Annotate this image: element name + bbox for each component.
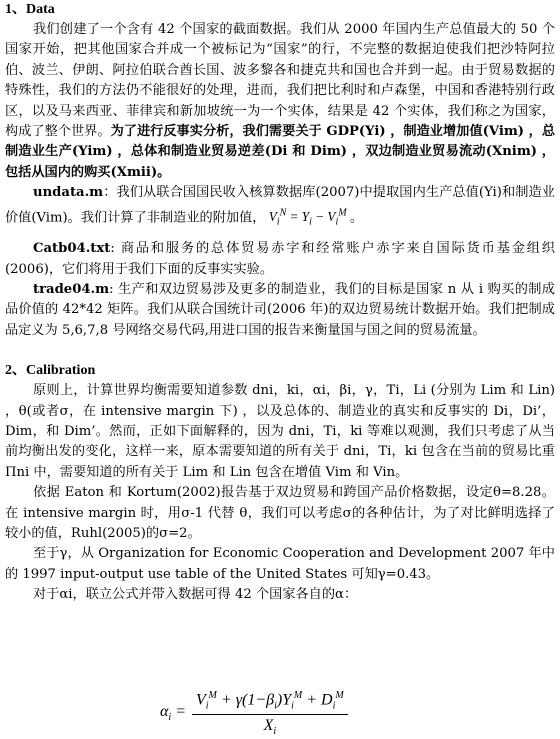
trade-text: : 生产和双边贸易涉及更多的制造业，我们的目标是国家 n 从 i 购买的制成品价值的 42*42 矩阵。我们从联合国统计司(2006 年)的双边贸易统计数据开始。我们把制成品定义为 5,6,7,8 号网络交易代码,用进口国的报告来衡量国与国之间的贸易流量。 xyxy=(5,281,555,338)
undata-label: undata.m xyxy=(33,185,104,201)
formula-numerator: $V_i^M + \gamma(1-\beta_i)Y_i^M + D_i^M$ xyxy=(192,690,348,715)
data-paragraph xyxy=(5,20,555,183)
undata-text: ：我们从联合国国民收入核算数据库(2007)中提取国内生产总值(Yi)和制造业价值(Vim)。我们计算了非制造业的附加值， xyxy=(5,185,555,226)
undata-equation: $V_i^N = Y_i - V_i^M$ xyxy=(265,207,347,228)
undata-end: 。 xyxy=(349,210,364,226)
section-heading-data: 1、Data xyxy=(5,2,55,17)
document-page xyxy=(5,0,555,606)
calibration-paragraph-1: 原则上，计算世界均衡需要知道参数 dni，ki，αi，βi，γ，Ti，Li (分别为 Lim 和 Lin) ，θ(或者σ，在 intensive margin 下) ，以及总体的、制造业的真实和反事实的 Di，Di’，Dim，和 Dim’。然而，正如下面解释的，因为 dni，Ti，ki 等难以观测，我们只考虑了从当前均衡出发的变化，这样一来，原本需要知道的所有关于 dni，Ti，ki 包含在当前的贸易比重Πni 中，需要知道的所有关于 Lim 和 Lin 包含在增值 Vim 和 Vin。 xyxy=(5,383,555,480)
catb-paragraph xyxy=(5,239,555,280)
data-paragraph-bold: 为了进行反事实分析，我们需要关于 GDP(Yi) ，制造业增加值(Vim) ，总制造业生产(Yim) ，总体和制造业贸易逆差(Di 和 Dim) ，双边制造业贸易流动(Xnim) ，包括从国内的购买(Xmii)。 xyxy=(5,124,556,180)
formula-lhs: $\alpha_i$ = xyxy=(160,703,186,724)
alpha-formula xyxy=(160,690,348,737)
formula-fraction xyxy=(192,690,348,737)
trade-paragraph xyxy=(5,280,555,341)
undata-paragraph xyxy=(5,183,555,233)
calibration-paragraph-2: 依据 Eaton 和 Kortum(2002)报告基于双边贸易和跨国产品价格数据，设定θ=8.28。在 intensive margin 时，用σ-1 代替 θ，我们可以考虑σ的各种估计，为了对比鲜明选择了较小的值，Ruhl(2005)的σ=2。 xyxy=(5,485,555,541)
data-paragraph-text: 我们创建了一个含有 42 个国家的截面数据。我们从 2000 年国内生产总值最大的 50 个国家开始，把其他国家合并成一个被标记为“国家”的行，不完整的数据迫使我们把沙特阿拉伯、波兰、伊朗、阿拉伯联合酋长国、波多黎各和捷克共和国也合并到一起。由于贸易数据的特殊性，我们的方法仍不能很好的处理，进而，我们把比利时和卢森堡，中国和香港特别行政区，以及马来西亚、菲律宾和新加坡统一为一个实体，结果是 42 个实体，我们称之为国家，构成了整个世界。 xyxy=(5,22,555,140)
formula-denominator: $X_i$ xyxy=(263,716,277,737)
section-heading-calibration: 2、Calibration xyxy=(5,363,96,379)
catb-label: Catb04.txt xyxy=(33,241,111,257)
calibration-paragraph-4: 对于αi，联立公式并带入数据可得 42 个国家各自的α： xyxy=(33,587,358,603)
catb-text: : 商品和服务的总体贸易赤字和经常账户赤字来自国际货币基金组织(2006)，它们将用于我们下面的反事实实验。 xyxy=(5,241,555,277)
trade-label: trade04.m xyxy=(33,281,110,297)
calibration-paragraph-3: 至于γ，从 Organization for Economic Cooperation and Development 2007 年中的 1997 input-output use table of the United States 可知γ=0.43。 xyxy=(5,546,555,582)
